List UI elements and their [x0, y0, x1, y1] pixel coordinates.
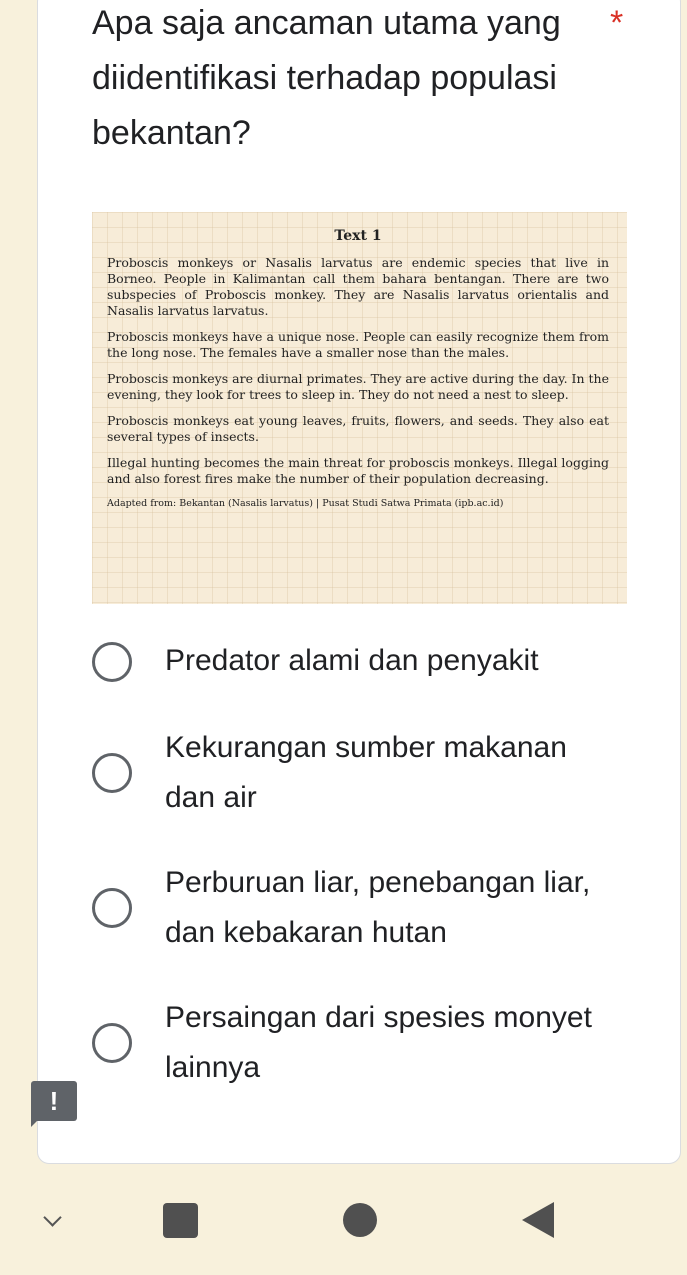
back-icon[interactable]: [522, 1202, 554, 1238]
answer-option-4[interactable]: [92, 993, 622, 1093]
passage-paragraph: Illegal hunting becomes the main threat for proboscis monkeys. Illegal logging and also forest fires make the number of their population decreasing.: [107, 455, 609, 486]
passage-image: [92, 212, 627, 604]
required-marker: *: [610, 4, 624, 42]
radio-button[interactable]: [92, 888, 132, 928]
answer-option-label[interactable]: Perburuan liar, penebangan liar, dan kebakaran hutan: [165, 866, 591, 949]
question-title: Apa saja ancaman utama yang diidentifikasi terhadap populasi bekantan?: [92, 4, 561, 152]
chevron-down-icon[interactable]: [43, 1208, 61, 1226]
answer-option-1[interactable]: [92, 636, 622, 686]
answer-option-label[interactable]: Persaingan dari spesies monyet lainnya: [165, 1001, 592, 1084]
recents-icon[interactable]: [163, 1203, 198, 1238]
home-icon[interactable]: [343, 1203, 377, 1237]
passage-source: Adapted from: Bekantan (Nasalis larvatus) | Pusat Studi Satwa Primata (ipb.ac.id): [107, 498, 504, 509]
answer-option-2[interactable]: [92, 723, 622, 823]
passage-title: Text 1: [334, 228, 382, 244]
system-navigation-bar: [0, 1175, 687, 1275]
passage-paragraph: Proboscis monkeys have a unique nose. People can easily recognize them from the long nose. The females have a smaller nose than the males.: [107, 329, 609, 360]
answer-option-label[interactable]: Predator alami dan penyakit: [165, 644, 539, 677]
radio-button[interactable]: [92, 753, 132, 793]
radio-button[interactable]: [92, 1023, 132, 1063]
passage-paragraph: Proboscis monkeys eat young leaves, fruits, flowers, and seeds. They also eat several types of insects.: [107, 413, 609, 444]
error-indicator-icon[interactable]: !: [31, 1081, 77, 1121]
passage-paragraph: Proboscis monkeys or Nasalis larvatus are endemic species that live in Borneo. People in Kalimantan call them bahara bentangan. There are two subspecies of Proboscis monkey. They are Nasalis larvatus orientalis and Nasalis larvatus larvatus.: [107, 255, 609, 318]
answer-option-label[interactable]: Kekurangan sumber makanan dan air: [165, 731, 567, 814]
radio-button[interactable]: [92, 642, 132, 682]
passage-paragraph: Proboscis monkeys are diurnal primates. They are active during the day. In the evening, they look for trees to sleep in. They do not need a nest to sleep.: [107, 371, 609, 402]
answer-option-3[interactable]: [92, 858, 622, 958]
